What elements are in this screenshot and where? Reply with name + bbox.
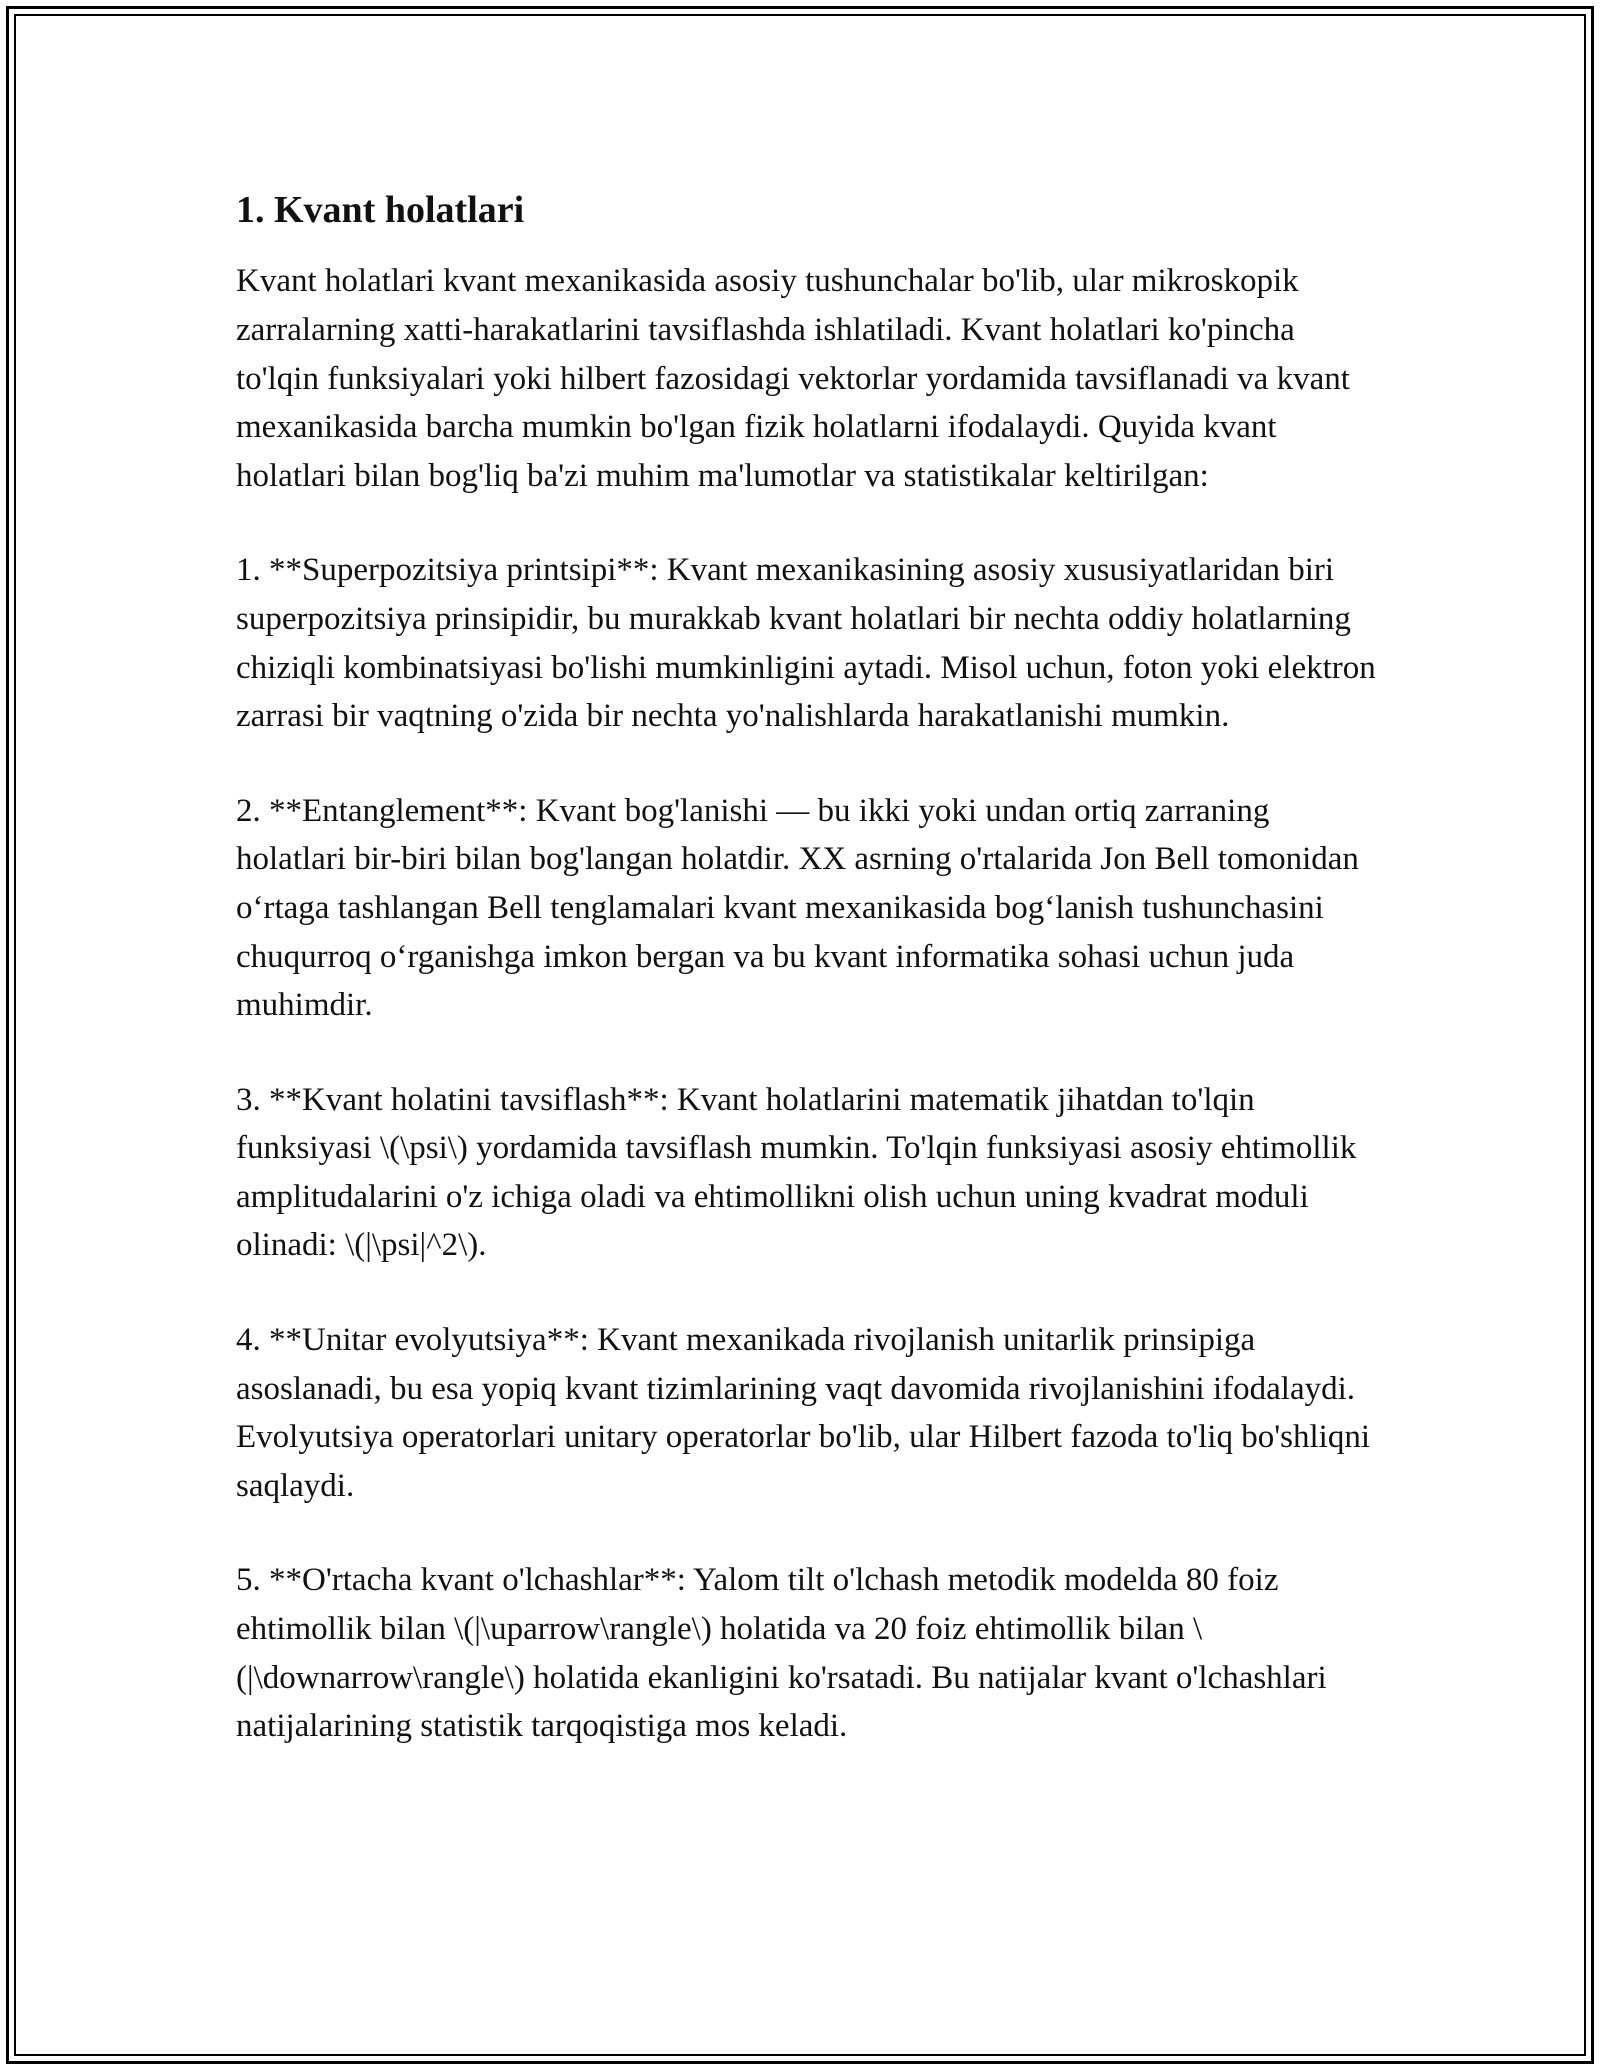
section-heading: 1. Kvant holatlari bbox=[236, 189, 525, 231]
superposition-paragraph: 1. **Superpozitsiya printsipi**: Kvant mexanikasining asosiy xususiyatlaridan biri superpozitsiya prinsipidir, bu murakkab kvant holatlari bir nechta oddiy holatlarning chiziqli kombinatsiyasi bo'lishi mumkinligini aytadi. Misol uchun, foton yoki elektron zarrasi bir vaqtning o'zida bir nechta yo'nalishlarda harakatlanishi mumkin. bbox=[236, 552, 1376, 735]
entanglement-paragraph: 2. **Entanglement**: Kvant bog'lanishi — bu ikki yoki undan ortiq zarraning holatlari bir-biri bilan bog'langan holatdir. XX asrning o'rtalarida Jon Bell tomonidan o‘rtaga tashlangan Bell tenglamalari kvant mexanikasida bog‘lanish tushunchasini chuqurroq o‘rganishga imkon bergan va bu kvant informatika sohasi uchun juda muhimdir. bbox=[236, 792, 1359, 1024]
state-description-paragraph: 3. **Kvant holatini tavsiflash**: Kvant holatlarini matematik jihatdan to'lqin funksiyasi \(\psi\) yordamida tavsiflash mumkin. To'lqin funksiyasi asosiy ehtimollik amplitudalarini o'z ichiga oladi va ehtimollikni olish uchun uning kvadrat moduli olinadi: \(|\psi|^2\). bbox=[236, 1081, 1357, 1264]
unitary-evolution-paragraph: 4. **Unitar evolyutsiya**: Kvant mexanikada rivojlanish unitarlik prinsipiga asoslanadi, bu esa yopiq kvant tizimlarining vaqt davomida rivojlanishini ifodalaydi. Evolyutsiya operatorlari unitary operatorlar bo'lib, ular Hilbert fazoda to'liq bo'shliqni saqlaydi. bbox=[236, 1322, 1371, 1504]
measurement-paragraph: 5. **O'rtacha kvant o'lchashlar**: Yalom tilt o'lchash metodik modelda 80 foiz ehtimollik bilan \(|\uparrow\rangle\) holatida va 20 foiz ehtimollik bilan \(|\downarrow\rangle\) holatida ekanligini ko'rsatadi. Bu natijalar kvant o'lchashlari natijalarining statistik tarqoqistiga mos keladi. bbox=[236, 1562, 1327, 1745]
document-body bbox=[236, 186, 1376, 1797]
intro-paragraph: Kvant holatlari kvant mexanikasida asosiy tushunchalar bo'lib, ular mikroskopik zarralarning xatti-harakatlarini tavsiflashda ishlatiladi. Kvant holatlari ko'pincha to'lqin funksiyalari yoki hilbert fazosidagi vektorlar yordamida tavsiflanadi va kvant mexanikasida barcha mumkin bo'lgan fizik holatlarni ifodalaydi. Quyida kvant holatlari bilan bog'liq ba'zi muhim ma'lumotlar va statistikalar keltirilgan: bbox=[236, 263, 1350, 494]
